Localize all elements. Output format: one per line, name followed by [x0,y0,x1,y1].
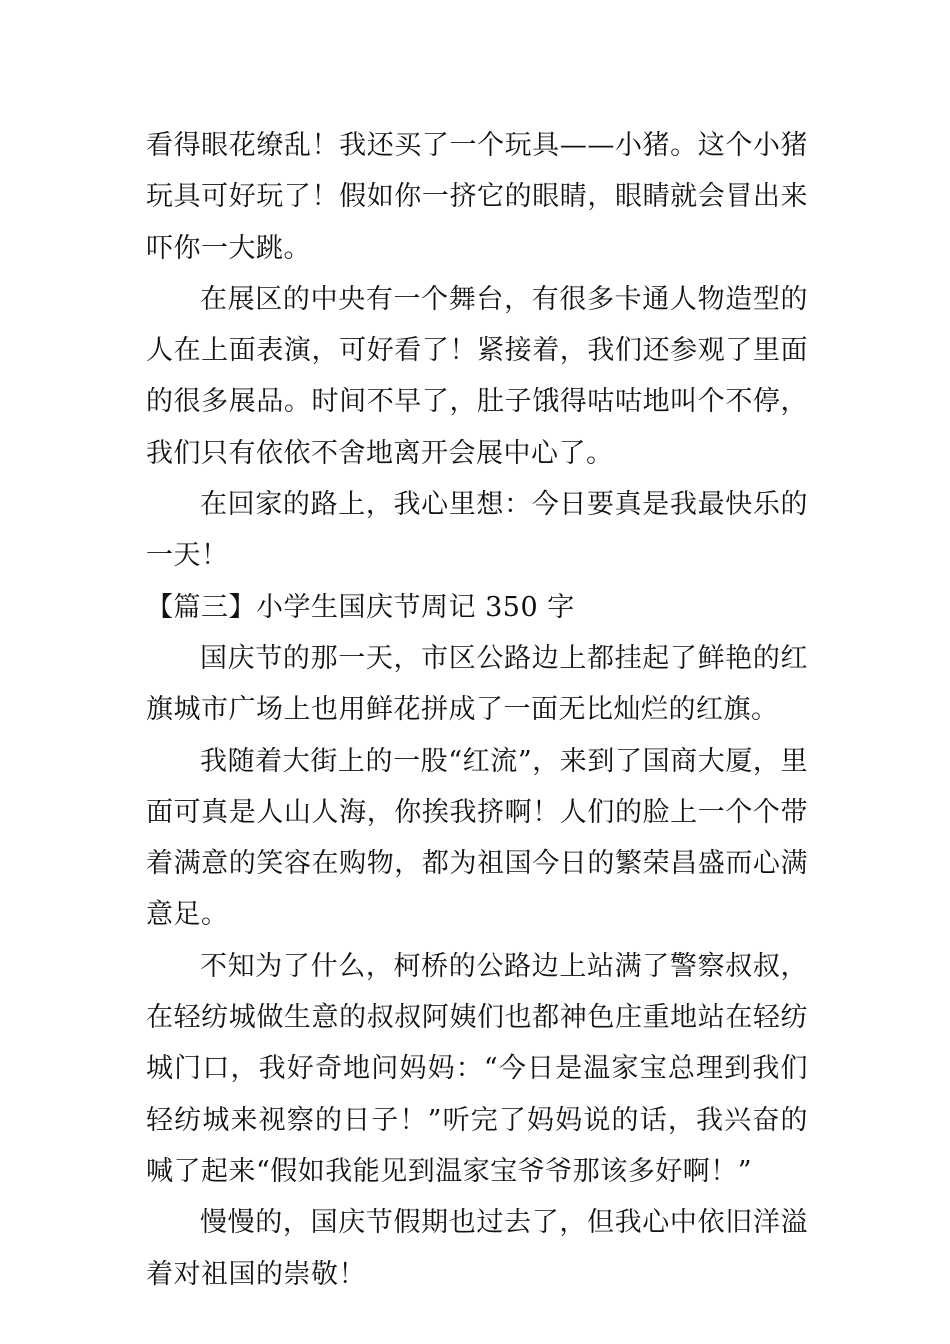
paragraph-5: 我随着大街上的一股“红流”，来到了国商大厦，里面可真是人山人海，你挨我挤啊！人们的脸上一个个带着满意的笑容在购物，都为祖国今日的繁荣昌盛而心满意足。 [146,745,808,931]
document-body [146,120,808,1300]
paragraph-3: 在回家的路上，我心里想：今日要真是我最快乐的一天！ [146,489,808,572]
paragraph-4: 国庆节的那一天，市区公路边上都挂起了鲜艳的红旗城市广场上也用鲜花拼成了一面无比灿烂的红旗。 [146,642,808,726]
paragraph-6: 不知为了什么，柯桥的公路边上站满了警察叔叔，在轻纺城做生意的叔叔阿姨们也都神色庄重地站在轻纺城门口，我好奇地问妈妈：“今日是温家宝总理到我们轻纺城来视察的日子！”听完了妈妈说的话，我兴奋的喊了起来“假如我能见到温家宝爷爷那该多好啊！” [146,950,808,1187]
paragraph-7: 慢慢的，国庆节假期也过去了，但我心中依旧洋溢着对祖国的崇敬！ [146,1207,808,1290]
section-heading: 【篇三】小学生国庆节周记 350 字 [146,591,575,623]
paragraph-1: 看得眼花缭乱！我还买了一个玩具——小猪。这个小猪玩具可好玩了！假如你一挤它的眼睛，眼睛就会冒出来吓你一大跳。 [146,130,808,264]
paragraph-2: 在展区的中央有一个舞台，有很多卡通人物造型的人在上面表演，可好看了！紧接着，我们还参观了里面的很多展品。时间不早了，肚子饿得咕咕地叫个不停，我们只有依依不舍地离开会展中心了。 [146,283,808,469]
